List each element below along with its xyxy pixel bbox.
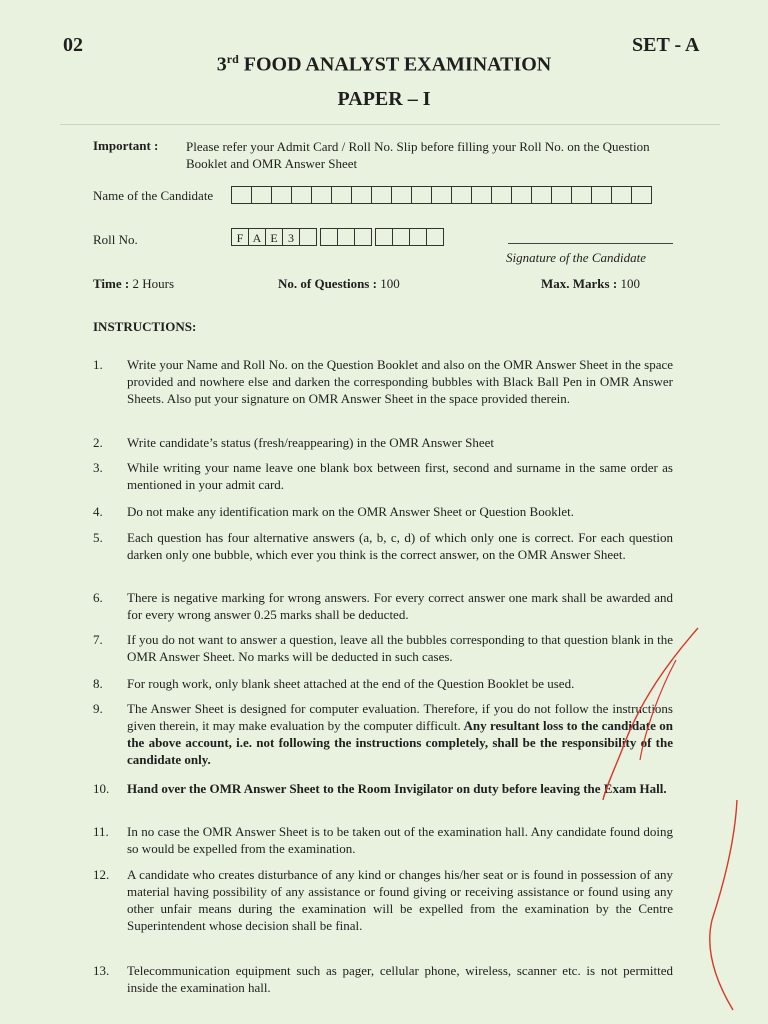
time-info: Time : 2 Hours <box>93 276 175 291</box>
signature-label: Signature of the Candidate <box>506 250 646 265</box>
roll-box[interactable]: A <box>248 228 266 246</box>
instruction-item: 13. Telecommunication equipment such as pager, cellular phone, wireless, scanner etc. is not permitted inside the examination hall. <box>93 963 673 995</box>
instruction-item: 10. Hand over the OMR Answer Sheet to the Room Invigilator on duty before leaving the Exam Hall. <box>93 781 667 796</box>
roll-box[interactable]: E <box>265 228 283 246</box>
exam-title: 3rd FOOD ANALYST EXAMINATION <box>216 52 552 76</box>
marks-info: Max. Marks : 100 <box>541 276 640 291</box>
set-label: SET - A <box>632 34 700 56</box>
instruction-item: 5. Each question has four alternative answers (a, b, c, d) of which only one is correct. For each question darken only one bubble, which ever you think is the correct answer, on the OMR Answer Sheet. <box>93 530 673 562</box>
candidate-name-label: Name of the Candidate <box>93 188 214 203</box>
instruction-item: 12. A candidate who creates disturbance of any kind or changes his/her seat or is found in possession of any material having possibility of any assistance or found giving or receiving assistance or found using any other unfair means during the examination will be expelled from the examination by the Centre Superintendent whose decision shall be final. <box>93 867 673 933</box>
instruction-item: 6. There is negative marking for wrong answers. For every correct answer one mark shall be awarded and for every wrong answer 0.25 marks shall be deducted. <box>93 590 673 622</box>
roll-box[interactable]: F <box>231 228 249 246</box>
page-code: 02 <box>63 34 83 56</box>
important-text: Please refer your Admit Card / Roll No. Slip before filling your Roll No. on the Question Booklet and OMR Answer Sheet <box>186 139 650 171</box>
instructions-heading: INSTRUCTIONS: <box>93 319 197 334</box>
instruction-item: 8. For rough work, only blank sheet attached at the end of the Question Booklet be used. <box>93 676 575 691</box>
questions-info: No. of Questions : 100 <box>278 276 400 291</box>
roll-box[interactable]: 3 <box>282 228 300 246</box>
paper-title: PAPER – I <box>337 88 431 110</box>
instruction-item: 7. If you do not want to answer a question, leave all the bubbles corresponding to that question blank in the OMR Answer Sheet. No marks will be deducted in such cases. <box>93 632 673 664</box>
instruction-item: 4. Do not make any identification mark on the OMR Answer Sheet or Question Booklet. <box>93 504 574 519</box>
roll-no-label: Roll No. <box>93 232 138 247</box>
instruction-item: 1. Write your Name and Roll No. on the Question Booklet and also on the OMR Answer Sheet in the space provided and nowhere else and darken the corresponding bubbles with Black Ball Pen in OMR Answer Sheets. Also put your signature on OMR Answer Sheet in the space provided therein. <box>93 357 673 406</box>
important-label: Important : <box>93 138 159 153</box>
instruction-item: 11. In no case the OMR Answer Sheet is to be taken out of the examination hall. Any candidate found doing so would be expelled from the examination. <box>93 824 673 856</box>
instruction-item: 3. While writing your name leave one blank box between first, second and surname in the same order as mentioned in your admit card. <box>93 460 673 492</box>
instruction-item: 2. Write candidate’s status (fresh/reappearing) in the OMR Answer Sheet <box>93 435 494 450</box>
instruction-item: 9. The Answer Sheet is designed for computer evaluation. Therefore, if you do not follow the instructions given therein, it may make evaluation by the computer difficult. Any resultant loss to the candidate on the above account, i.e. not following the instructions completely, shall be the responsibility of the candidate only. <box>93 701 673 767</box>
